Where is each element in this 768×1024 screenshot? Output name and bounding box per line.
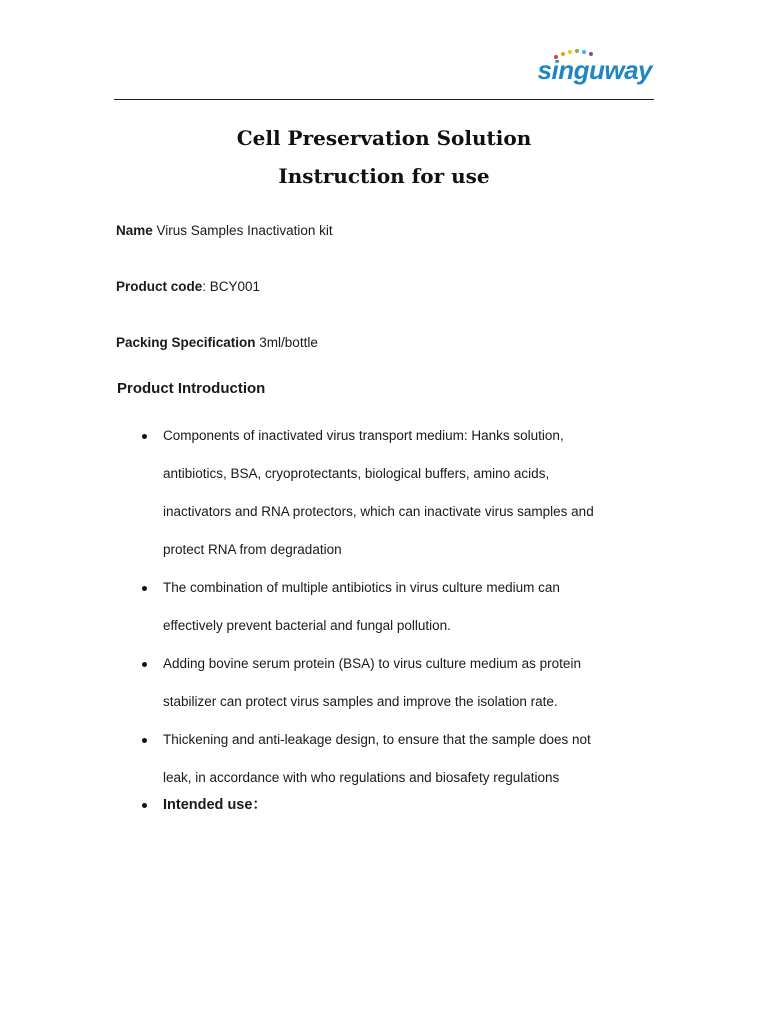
packing-specification-field [116, 334, 318, 352]
list-item-line: protect RNA from degradation [163, 542, 342, 557]
list-item-line: Thickening and anti-leakage design, to ensure that the sample does not [163, 732, 591, 747]
bullet-icon [142, 434, 147, 439]
list-item-line: stabilizer can protect virus samples and improve the isolation rate. [163, 694, 558, 709]
document-title: Cell Preservation Solution [236, 126, 532, 150]
header-divider [114, 99, 654, 100]
field-label: Product code [116, 279, 203, 294]
list-item-line: leak, in accordance with who regulations and biosafety regulations [163, 770, 560, 785]
bullet-icon [142, 803, 147, 808]
bullet-icon [142, 738, 147, 743]
product-code-field [116, 278, 260, 296]
logo-dot [575, 49, 579, 53]
intended-use-heading [163, 796, 267, 814]
logo-text: singuway [537, 55, 652, 85]
logo-dot [568, 50, 572, 54]
name-field [116, 222, 333, 240]
list-item [163, 569, 653, 645]
list-item [163, 721, 653, 797]
brand-logo [528, 46, 652, 88]
field-value: 3ml/bottle [255, 335, 318, 350]
list-item-line: Components of inactivated virus transport medium: Hanks solution, [163, 428, 564, 443]
field-value: : BCY001 [202, 279, 261, 294]
field-label: Name [116, 223, 153, 238]
document-subtitle: Instruction for use [278, 164, 490, 188]
section-heading: Product Introduction [117, 380, 266, 397]
list-item [163, 417, 653, 569]
list-item [163, 645, 653, 721]
list-item-line: Adding bovine serum protein (BSA) to virus culture medium as protein [163, 656, 581, 671]
intended-use-label: Intended use： [163, 797, 267, 813]
bullet-icon [142, 586, 147, 591]
list-item-line: The combination of multiple antibiotics in virus culture medium can [163, 580, 560, 595]
list-item-line: effectively prevent bacterial and fungal pollution. [163, 618, 451, 633]
field-value: Virus Samples Inactivation kit [152, 223, 333, 238]
logo-dot [582, 50, 586, 54]
list-item-line: inactivators and RNA protectors, which can inactivate virus samples and [163, 504, 594, 519]
bullet-icon [142, 662, 147, 667]
field-label: Packing Specification [116, 335, 256, 350]
bullet-list [163, 417, 653, 797]
list-item-line: antibiotics, BSA, cryoprotectants, biological buffers, amino acids, [163, 466, 550, 481]
